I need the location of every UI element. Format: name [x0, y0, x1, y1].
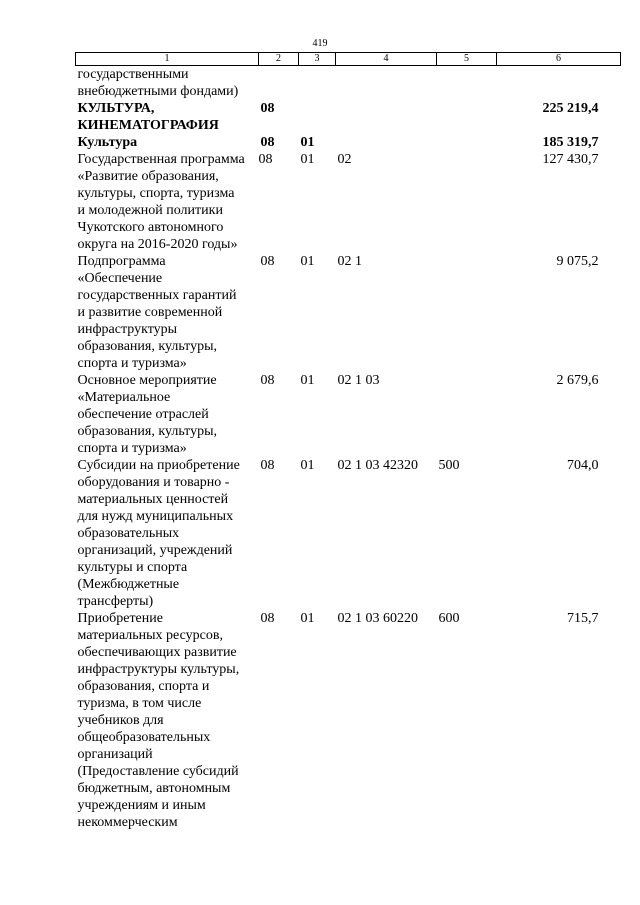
budget-table	[75, 52, 621, 831]
row-expense-type	[437, 372, 497, 457]
row-amount: 2 679,6	[556, 373, 599, 388]
row-amount: 127 430,7	[542, 152, 599, 167]
row-section: 08	[260, 101, 275, 116]
row-name: Приобретение материальных ресурсов, обеспечивающих развитие инфраструктуры культуры, образования, спорта и туризма, в том числе учебников для общеобразовательных организаций (Предоставление субсидий бюджетным, автономным учреждениям и иным некоммерческим	[77, 611, 240, 830]
table-row	[76, 253, 621, 372]
row-subsection: 01	[300, 135, 315, 150]
table-header	[76, 53, 621, 66]
row-subsection: 01	[300, 611, 315, 626]
row-name: Субсидии на приобретение оборудования и товарно - материальных ценностей для нужд муниципальных образовательных организаций, учреждений культуры и спорта (Межбюджетные трансферты)	[77, 458, 240, 609]
row-subsection	[299, 100, 336, 134]
header-row	[76, 53, 621, 66]
table-row	[76, 100, 621, 134]
row-target-code: 02 1 03	[337, 373, 380, 388]
table-row	[76, 610, 621, 831]
page-number: 419	[312, 38, 328, 49]
row-section: 08	[260, 611, 275, 626]
row-section: 08	[260, 254, 275, 269]
row-subsection: 01	[300, 458, 315, 473]
row-name: Основное мероприятие «Материальное обеспечение отраслей образования, культуры, спорта и туризма»	[77, 373, 218, 456]
row-amount: 715,7	[567, 611, 599, 626]
table-body	[76, 66, 621, 832]
header-col-1: 1	[76, 53, 259, 66]
row-expense-type: 600	[438, 611, 460, 626]
row-target-code: 02	[337, 152, 352, 167]
row-amount: 185 319,7	[542, 135, 599, 150]
table-row	[76, 66, 621, 101]
row-target-code	[336, 100, 437, 134]
row-name: КУЛЬТУРА, КИНЕМАТОГРАФИЯ	[77, 101, 219, 133]
table-row	[76, 457, 621, 610]
row-name: Подпрограмма «Обеспечение государственных гарантий и развитие современной инфраструктуры образования, культуры, спорта и туризма»	[77, 254, 237, 371]
row-target-code: 02 1	[337, 254, 362, 269]
row-amount	[497, 66, 621, 101]
row-target-code	[336, 66, 437, 101]
row-expense-type	[437, 253, 497, 372]
row-subsection	[299, 66, 336, 101]
row-name: государственными внебюджетными фондами)	[77, 67, 239, 99]
row-name: Культура	[77, 135, 138, 150]
row-target-code	[336, 134, 437, 151]
row-section: 08	[260, 373, 275, 388]
row-target-code: 02 1 03 60220	[337, 611, 418, 626]
header-col-3: 3	[299, 53, 336, 66]
row-amount: 9 075,2	[556, 254, 599, 269]
row-target-code: 02 1 03 42320	[337, 458, 418, 473]
table-row	[76, 151, 621, 253]
row-section	[259, 66, 299, 101]
table-row	[76, 134, 621, 151]
row-name: Государственная программа «Развитие образования, культуры, спорта, туризма и молодежной политики Чукотского автономного округа на 2016-2020 годы»	[77, 152, 245, 252]
row-expense-type	[437, 100, 497, 134]
row-expense-type	[437, 66, 497, 101]
row-amount: 225 219,4	[542, 101, 599, 116]
row-subsection: 01	[300, 152, 315, 167]
header-col-5: 5	[437, 53, 497, 66]
table-row	[76, 372, 621, 457]
row-subsection: 01	[300, 254, 315, 269]
header-col-6: 6	[497, 53, 621, 66]
row-subsection: 01	[300, 373, 315, 388]
row-expense-type	[437, 134, 497, 151]
row-expense-type	[437, 151, 497, 253]
row-expense-type: 500	[438, 458, 460, 473]
row-section: 08	[260, 458, 275, 473]
header-col-4: 4	[336, 53, 437, 66]
row-section: 08	[258, 152, 273, 167]
row-section: 08	[260, 135, 275, 150]
header-col-2: 2	[259, 53, 299, 66]
row-amount: 704,0	[567, 458, 599, 473]
